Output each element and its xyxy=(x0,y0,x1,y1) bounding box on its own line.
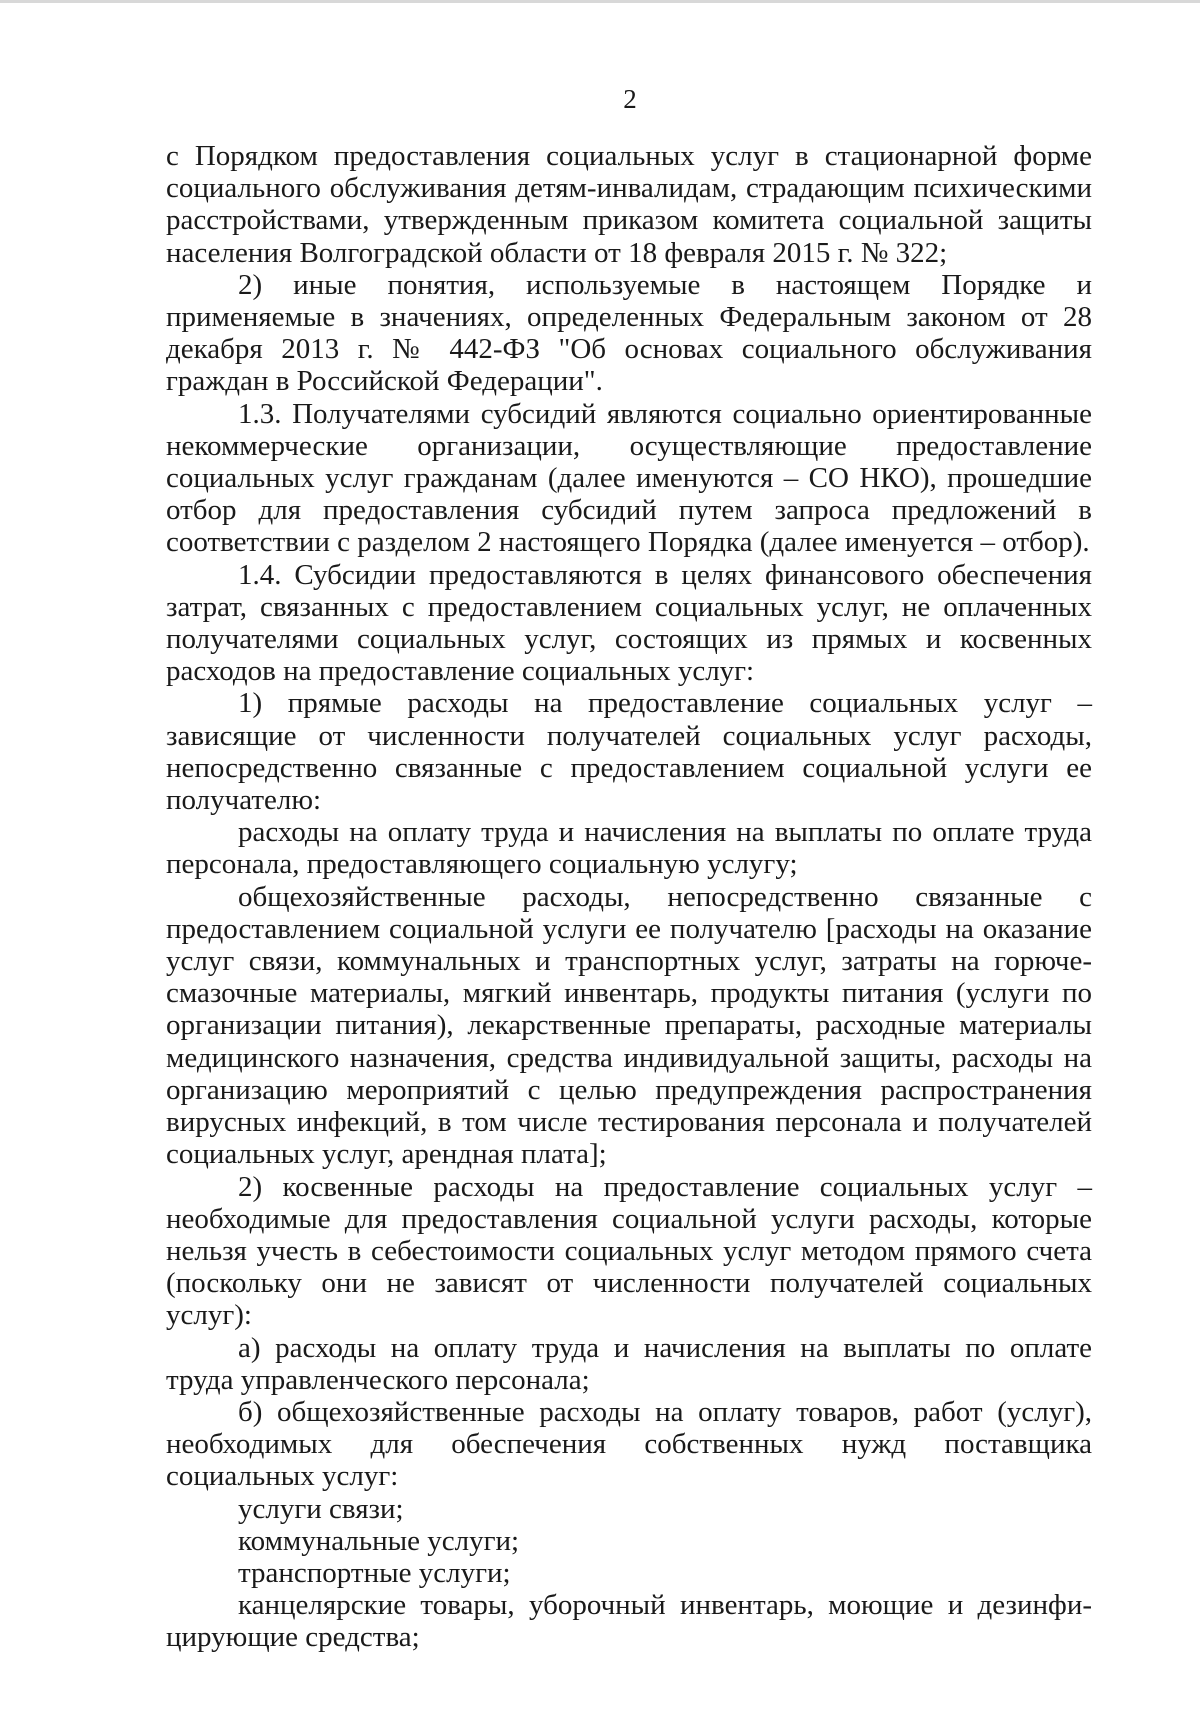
list-item-utilities: коммунальные услуги; xyxy=(238,1524,520,1557)
paragraph-other-concepts: 2) иные понятия, используемые в настоящем Порядке и применяемые в значениях, определенных Федеральным законом от 28 декабря 2013 г. № 442-ФЗ "Об основах социального обслуживания граждан в Российской Федерации". xyxy=(166,268,1092,398)
paragraph-1-4-subsidies: 1.4. Субсидии предоставляются в целях финансового обеспечения затрат, связанных с предоставлением социальных услуг, не оплаченных получателями социальных услуг, состоящих из прямых и косвенных расходов на предоставление социальных услуг: xyxy=(166,558,1092,688)
paragraph-a-management-labor: а) расходы на оплату труда и начисления на выплаты по оплате труда управленческого персонала; xyxy=(166,1331,1092,1396)
list-item-communication: услуги связи; xyxy=(238,1492,404,1525)
paragraph-general-expenses: общехозяйственные расходы, непосредственно связанные с предоставлением социальной услуги ее получателю [расходы на оказание услуг связи, коммунальных и транспортных услуг, затраты на горюче-смазочные материалы, мягкий инвентарь, продукты питания (услуги по организации питания), лекарственные препараты, расходные материалы медицинского назначения, средства индивидуальной защиты, расходы на организацию мероприятий с целью предупреждения распространения вирусных инфекций, в том числе тестирования персонала и получателей социальных услуг, арендная плата]; xyxy=(166,880,1092,1171)
scan-edge xyxy=(0,0,1200,3)
paragraph-indirect-expenses: 2) косвенные расходы на предоставление социальных услуг – необходимые для предоставления социальной услуги расходы, которые нельзя учесть в себестоимости социальных услуг методом прямого счета (поскольку они не зависят от численности получателей социальных услуг): xyxy=(166,1170,1092,1332)
paragraph-labor-costs: расходы на оплату труда и начисления на выплаты по оплате труда персонала, предоставляющего социальную услугу; xyxy=(166,816,1092,881)
paragraph-b-general-expenses: б) общехозяйственные расходы на оплату товаров, работ (услуг), необходимых для обеспечения собственных нужд поставщика социальных услуг: xyxy=(166,1395,1092,1493)
paragraph-direct-expenses: 1) прямые расходы на предоставление социальных услуг – зависящие от численности получателей социальных услуг расходы, непосредственно связанные с предоставлением социальной услуги ее получателю: xyxy=(166,687,1092,817)
list-item-office-supplies: канцелярские товары, уборочный инвентарь, моющие и дезинфи-цирующие средства; xyxy=(166,1589,1092,1654)
document-body xyxy=(166,140,1092,1654)
page-number: 2 xyxy=(623,84,637,114)
list-item-transport: транспортные услуги; xyxy=(238,1556,511,1589)
paragraph-procedure-reference: с Порядком предоставления социальных услуг в стационарной форме социального обслуживания детям-инвалидам, страдающим психическими расстройствами, утвержденным приказом комитета социальной защиты населения Волгоградской области от 18 февраля 2015 г. № 322; xyxy=(166,140,1092,269)
paragraph-1-3-recipients: 1.3. Получателями субсидий являются социально ориентированные некоммерческие организации, осуществляющие предоставление социальных услуг гражданам (далее именуются – СО НКО), прошедшие отбор для предоставления субсидий путем запроса предложений в соответствии с разделом 2 настоящего Порядка (далее именуется – отбор). xyxy=(166,397,1092,559)
